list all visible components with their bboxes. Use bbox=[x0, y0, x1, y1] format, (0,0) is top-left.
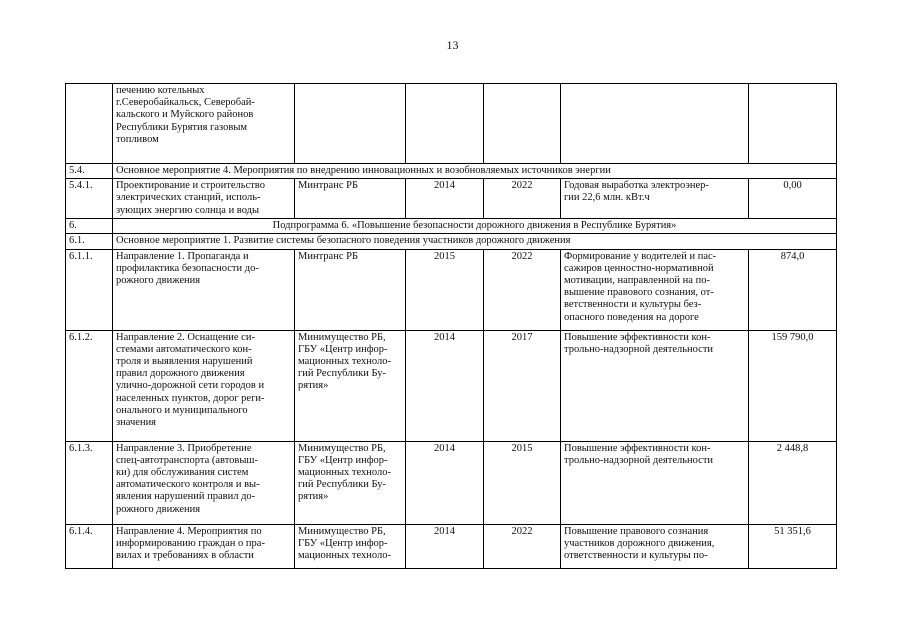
table-row bbox=[66, 164, 837, 179]
cell-start: 2015 bbox=[406, 249, 484, 330]
cell-num: 6.1.3. bbox=[66, 441, 113, 524]
cell-name: Направление 2. Оснащение си- стемами автоматического кон- троля и выявления нарушений правил дорожного движения улично-дорожной сети городов и населенных пунктов, дорог реги- онального и муниципального значения bbox=[113, 330, 295, 441]
cell-end: 2022 bbox=[484, 249, 561, 330]
cell-executor: Минтранс РБ bbox=[295, 249, 406, 330]
cell-end: 2022 bbox=[484, 179, 561, 219]
table-row bbox=[66, 234, 837, 249]
cell-executor: Минимущество РБ, ГБУ «Центр инфор- мационных техноло- гий Республики Бу- рятия» bbox=[295, 330, 406, 441]
program-table bbox=[65, 83, 837, 569]
table-row bbox=[66, 524, 837, 568]
cell-result: Годовая выработка электроэнер- гии 22,6 млн. кВт.ч bbox=[561, 179, 749, 219]
cell-num bbox=[66, 84, 113, 164]
cell-amount: 874,0 bbox=[749, 249, 837, 330]
cell-result bbox=[561, 84, 749, 164]
cell-num: 5.4.1. bbox=[66, 179, 113, 219]
section-title: Основное мероприятие 1. Развитие системы безопасного поведения участников дорожного движения bbox=[113, 234, 837, 249]
cell-start: 2014 bbox=[406, 179, 484, 219]
table-row bbox=[66, 179, 837, 219]
table-row bbox=[66, 249, 837, 330]
cell-executor bbox=[295, 84, 406, 164]
table-row bbox=[66, 330, 837, 441]
cell-start: 2014 bbox=[406, 441, 484, 524]
cell-name: Направление 4. Мероприятия по информированию граждан о пра- вилах и требованиях в области bbox=[113, 524, 295, 568]
cell-name: печению котельных г.Северобайкальск, Северобай- кальского и Муйского районов Республики Бурятия газовым топливом bbox=[113, 84, 295, 164]
cell-amount: 51 351,6 bbox=[749, 524, 837, 568]
page-number: 13 bbox=[446, 38, 459, 52]
cell-result: Формирование у водителей и пас- сажиров ценностно-нормативной мотивации, направленной на по- вышение правового сознания, от- ветственности и культуры без- опасного поведения на дороге bbox=[561, 249, 749, 330]
cell-name: Направление 1. Пропаганда и профилактика безопасности до- рожного движения bbox=[113, 249, 295, 330]
cell-end: 2015 bbox=[484, 441, 561, 524]
cell-num: 6.1.4. bbox=[66, 524, 113, 568]
section-title: Основное мероприятие 4. Мероприятия по внедрению инновационных и возобновляемых источников энергии bbox=[113, 164, 837, 179]
table-row bbox=[66, 84, 837, 164]
cell-executor: Минимущество РБ, ГБУ «Центр инфор- мационных техноло- bbox=[295, 524, 406, 568]
cell-start: 2014 bbox=[406, 330, 484, 441]
cell-num: 6. bbox=[66, 219, 113, 234]
cell-result: Повышение эффективности кон- трольно-надзорной деятельности bbox=[561, 330, 749, 441]
table-row bbox=[66, 441, 837, 524]
cell-executor: Минтранс РБ bbox=[295, 179, 406, 219]
cell-amount: 159 790,0 bbox=[749, 330, 837, 441]
cell-end: 2022 bbox=[484, 524, 561, 568]
cell-name: Проектирование и строительство электрических станций, исполь- зующих энергию солнца и воды bbox=[113, 179, 295, 219]
cell-result: Повышение эффективности кон- трольно-надзорной деятельности bbox=[561, 441, 749, 524]
subprogram-title: Подпрограмма 6. «Повышение безопасности дорожного движения в Республике Бурятия» bbox=[113, 219, 837, 234]
cell-executor: Минимущество РБ, ГБУ «Центр инфор- мационных техноло- гий Республики Бу- рятия» bbox=[295, 441, 406, 524]
cell-num: 6.1.1. bbox=[66, 249, 113, 330]
cell-amount: 2 448,8 bbox=[749, 441, 837, 524]
cell-amount: 0,00 bbox=[749, 179, 837, 219]
cell-amount bbox=[749, 84, 837, 164]
cell-end bbox=[484, 84, 561, 164]
cell-num: 6.1.2. bbox=[66, 330, 113, 441]
cell-end: 2017 bbox=[484, 330, 561, 441]
cell-num: 5.4. bbox=[66, 164, 113, 179]
cell-start bbox=[406, 84, 484, 164]
cell-result: Повышение правового сознания участников дорожного движения, ответственности и культуры по- bbox=[561, 524, 749, 568]
cell-name: Направление 3. Приобретение спец-автотранспорта (автовыш- ки) для обслуживания систем автоматического контроля и вы- явления нарушений правил до- рожного движения bbox=[113, 441, 295, 524]
cell-start: 2014 bbox=[406, 524, 484, 568]
table-row bbox=[66, 219, 837, 234]
cell-num: 6.1. bbox=[66, 234, 113, 249]
